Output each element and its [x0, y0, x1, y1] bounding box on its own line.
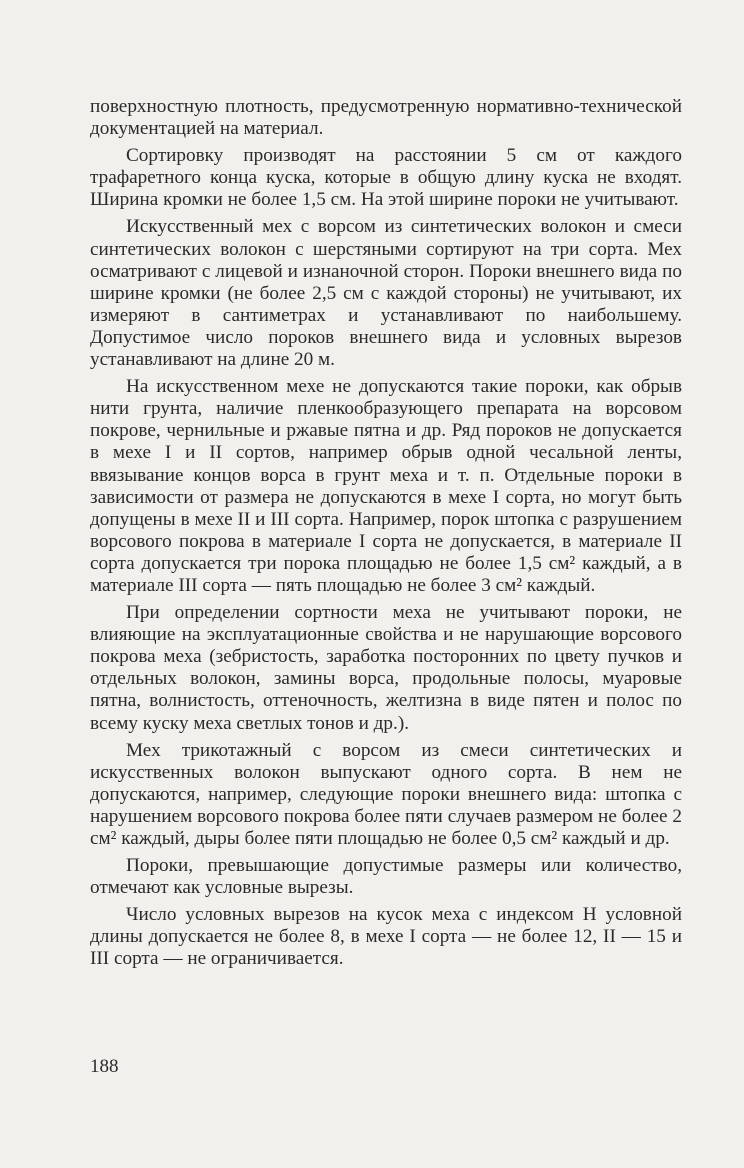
- page-number: 188: [90, 1056, 119, 1077]
- paragraph-cuts-count: Число условных вырезов на кусок меха с индексом Н условной длины допускается не более 8, в мехе I сорта — не более 12, II — 15 и III сорта — не ограничивается.: [90, 904, 682, 970]
- paragraph-defects-ignored: При определении сортности меха не учитывают пороки, не влияющие на эксплуатационные свойства и не нарушающие ворсового покрова меха (зебристость, заработка посторонних по цвету пучков и отдельных волокон, замины ворса, продольные полосы, муаровые пятна, волнистость, оттеночность, желтизна в виде пятен и полос по всему куску меха светлых тонов и др.).: [90, 602, 682, 734]
- body-text: [90, 96, 682, 976]
- paragraph-conditional-cuts: Пороки, превышающие допустимые размеры или количество, отмечают как условные вырезы.: [90, 855, 682, 899]
- paragraph-knitted-fur: Мех трикотажный с ворсом из смеси синтетических и искусственных волокон выпускают одного сорта. В нем не допускаются, например, следующие пороки внешнего вида: штопка с нарушением ворсового покрова более пяти случаев размером не более 2 см² каждый, дыры более пяти площадью не более 0,5 см² каждый и др.: [90, 739, 682, 849]
- paragraph-continuation: поверхностную плотность, предусмотренную нормативно-технической документацией на материал.: [90, 96, 682, 140]
- paragraph-artificial-fur-grades: Искусственный мех с ворсом из синтетических волокон и смеси синтетических волокон с шерстяными сортируют на три сорта. Мех осматривают с лицевой и изнаночной сторон. Пороки внешнего вида по ширине кромки (не более 2,5 см с каждой стороны) не учитывают, их измеряют в сантиметрах и устанавливают по наибольшему. Допустимое число пороков внешнего вида и условных вырезов устанавливают на длине 20 м.: [90, 216, 682, 371]
- paragraph-defects-not-allowed: На искусственном мехе не допускаются такие пороки, как обрыв нити грунта, наличие пленкообразующего препарата на ворсовом покрове, чернильные и ржавые пятна и др. Ряд пороков не допускается в мехе I и II сортов, например обрыв одной чесальной ленты, ввязывание концов ворса в грунт меха и т. п. Отдельные пороки в зависимости от размера не допускаются в мехе I сорта, но могут быть допущены в мехе II и III сорта. Например, порок штопка с разрушением ворсового покрова в материале I сорта не допускается, в материале II сорта допускается три порока площадью не более 1,5 см² каждый, а в материале III сорта — пять площадью не более 3 см² каждый.: [90, 376, 682, 596]
- paragraph-sorting-distance: Сортировку производят на расстоянии 5 см от каждого трафаретного конца куска, которые в общую длину куска не входят. Ширина кромки не более 1,5 см. На этой ширине пороки не учитывают.: [90, 145, 682, 211]
